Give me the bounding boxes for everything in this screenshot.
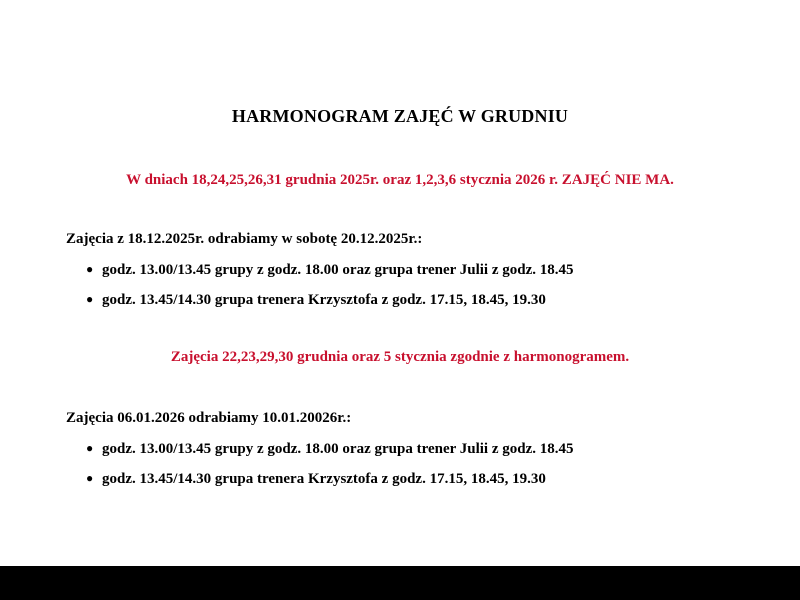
bullet-icon: ●: [86, 471, 94, 485]
bullet-icon: ●: [86, 292, 94, 306]
bullet-icon: ●: [86, 441, 94, 455]
list-item-text: godz. 13.45/14.30 grupa trenera Krzysztofa z godz. 17.15, 18.45, 19.30: [102, 292, 546, 308]
list-item-text: godz. 13.00/13.45 grupy z godz. 18.00 oraz grupa trener Julii z godz. 18.45: [102, 441, 574, 457]
list-item: [86, 292, 546, 309]
makeup-heading-december: Zajęcia z 18.12.2025r. odrabiamy w sobotę 20.12.2025r.:: [66, 231, 423, 247]
schedule-notice: Zajęcia 22,23,29,30 grudnia oraz 5 stycznia zgodnie z harmonogramem.: [170, 349, 630, 365]
list-item-text: godz. 13.00/13.45 grupy z godz. 18.00 oraz grupa trener Julii z godz. 18.45: [102, 262, 574, 278]
bullet-icon: ●: [86, 262, 94, 276]
page-title: HARMONOGRAM ZAJĘĆ W GRUDNIU: [231, 106, 569, 126]
list-item: [86, 441, 574, 458]
bottom-bar: [0, 566, 800, 600]
list-item: [86, 471, 546, 488]
closure-notice: W dniach 18,24,25,26,31 grudnia 2025r. oraz 1,2,3,6 stycznia 2026 r. ZAJĘĆ NIE MA.: [126, 172, 674, 188]
list-item-text: godz. 13.45/14.30 grupa trenera Krzysztofa z godz. 17.15, 18.45, 19.30: [102, 471, 546, 487]
list-item: [86, 262, 574, 279]
makeup-heading-january: Zajęcia 06.01.2026 odrabiamy 10.01.20026r.:: [66, 410, 352, 426]
